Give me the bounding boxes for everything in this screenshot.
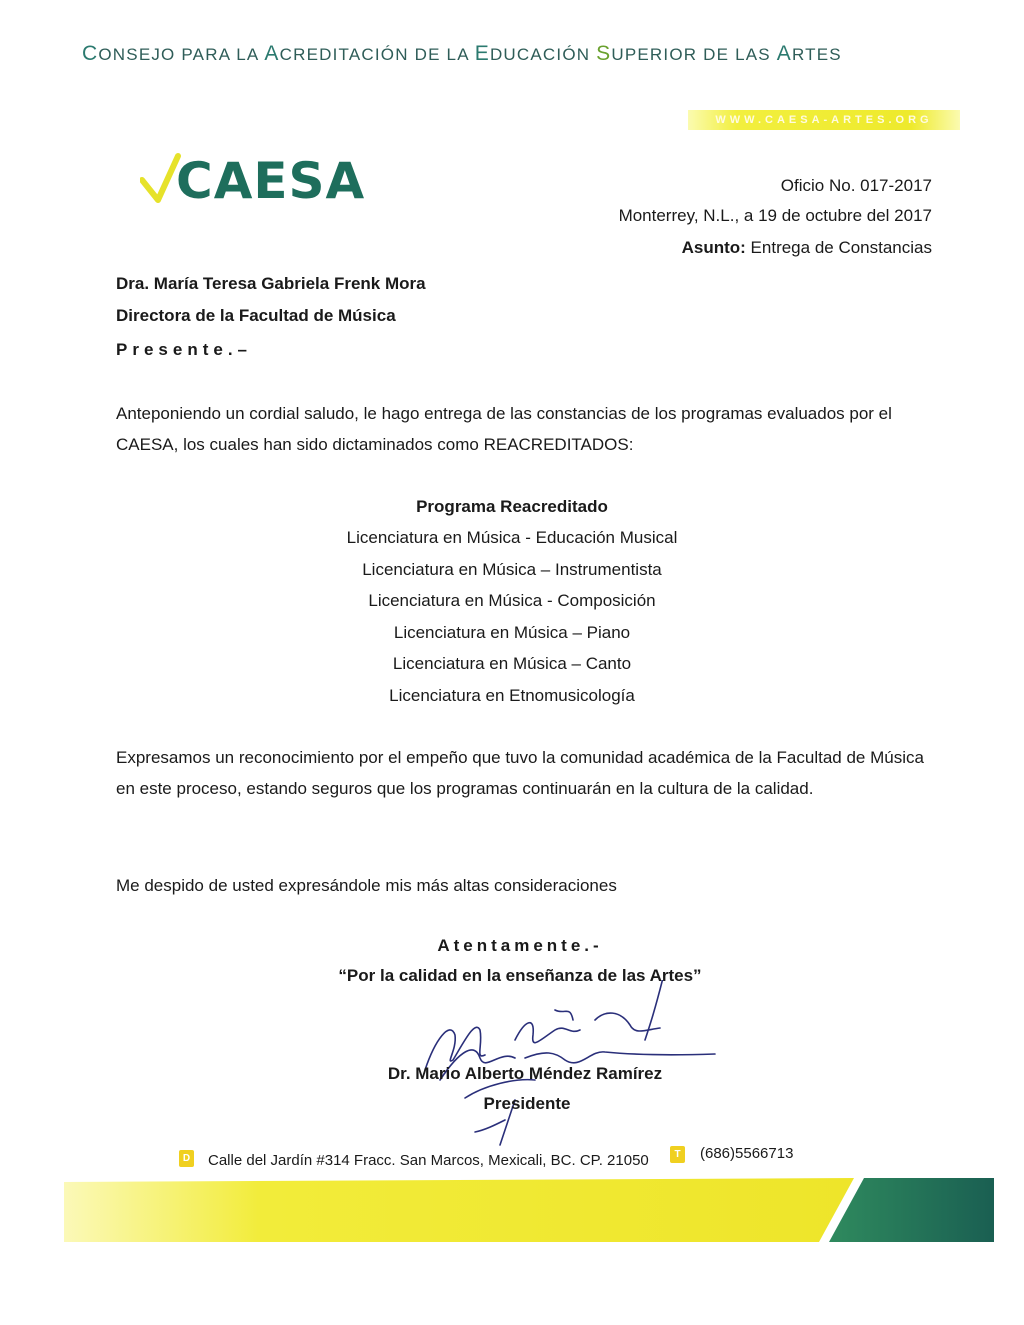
oficio-number: Oficio No. 017-2017 (780, 176, 932, 195)
org-name-initial: A (776, 42, 792, 65)
org-name-part: DUCACIÓN (489, 45, 597, 64)
subject-line (682, 238, 932, 258)
atentamente: Atentamente.- (437, 936, 603, 955)
phone-icon: T (670, 1146, 685, 1163)
subject-value: Entrega de Constancias (745, 238, 932, 257)
footer-phone: (686)5566713 (700, 1145, 794, 1162)
motto: “Por la calidad en la enseñanza de las Artes” (338, 966, 702, 985)
subject-label: Asunto: (681, 238, 746, 257)
org-name-part: UPERIOR DE LAS (611, 45, 777, 64)
signer-name: Dr. Mario Alberto Méndez Ramírez (387, 1064, 663, 1083)
org-name-part: CREDITACIÓN DE LA (279, 45, 475, 64)
list-item: Licenciatura en Música - Educación Musical (346, 528, 678, 547)
signer-position: Presidente (483, 1094, 571, 1113)
recognition-paragraph: Expresamos un reconocimiento por el empeño que tuvo la comunidad académica de la Facultad de Música en este proceso, estando seguros que los programas continuarán en la cultura de la calidad. (116, 748, 924, 798)
organization-name (82, 42, 842, 66)
footer-color-band (64, 1178, 994, 1242)
list-item: Licenciatura en Música – Canto (392, 654, 632, 673)
presente-salutation: Presente.– (116, 340, 252, 359)
address-icon: D (179, 1150, 194, 1167)
list-item: Licenciatura en Música - Composición (368, 591, 656, 610)
website-banner (688, 110, 960, 130)
org-name-initial: E (474, 42, 490, 65)
org-name-initial: S (596, 42, 612, 65)
farewell-paragraph: Me despido de usted expresándole mis más altas consideraciones (116, 876, 617, 895)
org-name-initial: C (82, 42, 99, 65)
recipient-title: Directora de la Facultad de Música (116, 306, 396, 325)
caesa-logo-text: CAESA (176, 152, 366, 210)
org-name-initial: A (264, 42, 280, 65)
list-item: Licenciatura en Música – Piano (393, 622, 631, 642)
footer-address: Calle del Jardín #314 Fracc. San Marcos, Mexicali, BC. CP. 21050 (208, 1152, 649, 1169)
programs-heading: Programa Reacreditado (416, 497, 608, 516)
recipient-name: Dra. María Teresa Gabriela Frenk Mora (116, 274, 426, 293)
org-name-part: ONSEJO PARA LA (98, 45, 265, 64)
intro-paragraph: Anteponiendo un cordial saludo, le hago entrega de las constancias de los programas evaluados por el CAESA, los cuales han sido dictaminados como REACREDITADOS: (116, 404, 892, 454)
programs-list (0, 492, 1024, 711)
letter-date: Monterrey, N.L., a 19 de octubre del 2017 (618, 206, 932, 225)
list-item: Licenciatura en Etnomusicología (389, 685, 635, 705)
org-name-part: RTES (791, 45, 842, 64)
website-text: WWW.CAESA-ARTES.ORG (715, 114, 933, 126)
list-item: Licenciatura en Música – Instrumentista (362, 559, 662, 579)
